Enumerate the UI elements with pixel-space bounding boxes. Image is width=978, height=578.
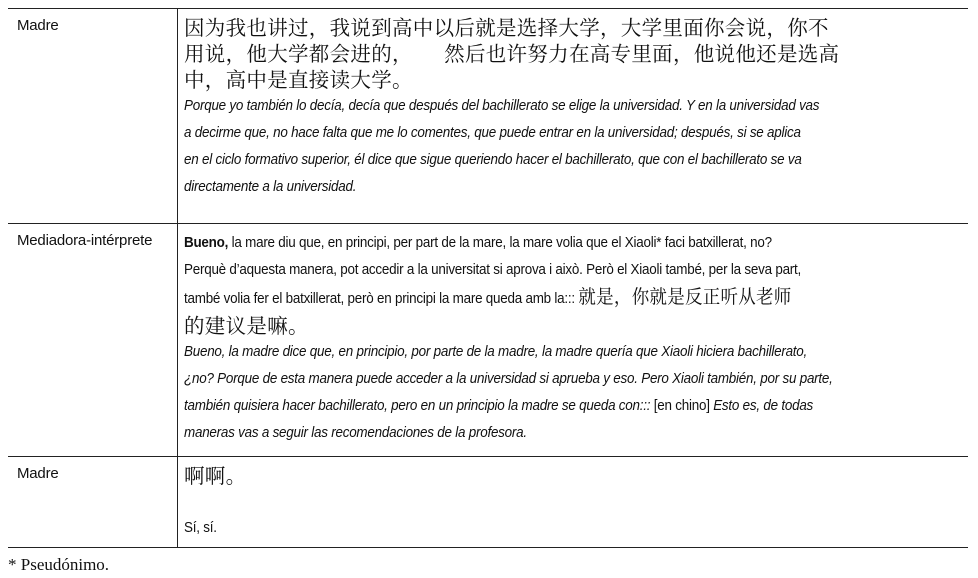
catalan-text: també volia fer el batxillerat, però en principi la mare queda amb la::: <box>184 291 579 307</box>
catalan-line <box>184 284 955 313</box>
speaker-label: Mediadora-intérprete <box>8 224 178 456</box>
catalan-text: la mare diu que, en principi, per part de la mare, la mare volia que el Xiaoli* faci batxillerat, no? <box>228 235 772 251</box>
spacer <box>184 489 960 515</box>
speaker-label: Madre <box>8 9 178 223</box>
footnote: * Pseudónimo. <box>8 555 110 574</box>
table-row <box>8 457 968 547</box>
bracket-note: [en chino] <box>653 398 710 414</box>
catalan-line: Sí, sí. <box>184 520 217 536</box>
chinese-line: 因为我也讲过，我说到高中以后就是选择大学，大学里面你会说，你不 <box>184 16 829 40</box>
spanish-translation-line: a decirme que, no hace falta que me lo comentes, que puede entrar en la universidad; después, si se aplica <box>184 125 801 141</box>
table-row <box>8 224 968 457</box>
table-row <box>8 9 968 224</box>
utterance-cell <box>178 457 968 547</box>
spanish-translation-line: directamente a la universidad. <box>184 179 357 195</box>
spanish-translation-line: Bueno, la madre dice que, en principio, por parte de la madre, la madre quería que Xiaoli hiciera bachillerato, <box>184 344 808 360</box>
catalan-line: Perquè d’aquesta manera, pot accedir a la universitat si aprova i això. Però el Xiaoli també, per la seva part, <box>184 262 802 278</box>
spanish-translation-line: Porque yo también lo decía, decía que después del bachillerato se elige la universidad. Y en la universidad vas <box>184 98 820 114</box>
transcript-table <box>8 8 968 548</box>
utterance-cell <box>178 9 968 223</box>
bold-word: Bueno, <box>184 235 229 251</box>
spanish-text: Esto es, de todas <box>709 398 814 414</box>
spanish-translation-line <box>184 393 955 420</box>
catalan-line <box>184 230 955 257</box>
spanish-translation-line: maneras vas a seguir las recomendaciones de la profesora. <box>184 425 527 441</box>
chinese-line: 啊啊。 <box>184 464 247 488</box>
chinese-line: 中，高中是直接读大学。 <box>184 68 413 92</box>
spanish-text: también quisiera hacer bachillerato, pero en un principio la madre se queda con::: <box>184 398 654 414</box>
utterance-cell <box>178 224 968 456</box>
spanish-translation-line: en el ciclo formativo superior, él dice que sigue queriendo hacer el bachillerato, que con el bachillerato se va <box>184 152 802 168</box>
speaker-label: Madre <box>8 457 178 547</box>
chinese-line: 用说，他大学都会进的， 然后也许努力在高专里面，他说他还是选高 <box>184 42 840 66</box>
spanish-translation-line: ¿no? Porque de esta manera puede acceder a la universidad si aprueba y eso. Pero Xiaoli también, por su parte, <box>184 371 833 387</box>
chinese-inline: 就是，你就是反正听从老师 <box>578 286 792 308</box>
chinese-line: 的建议是嘛。 <box>184 314 309 338</box>
